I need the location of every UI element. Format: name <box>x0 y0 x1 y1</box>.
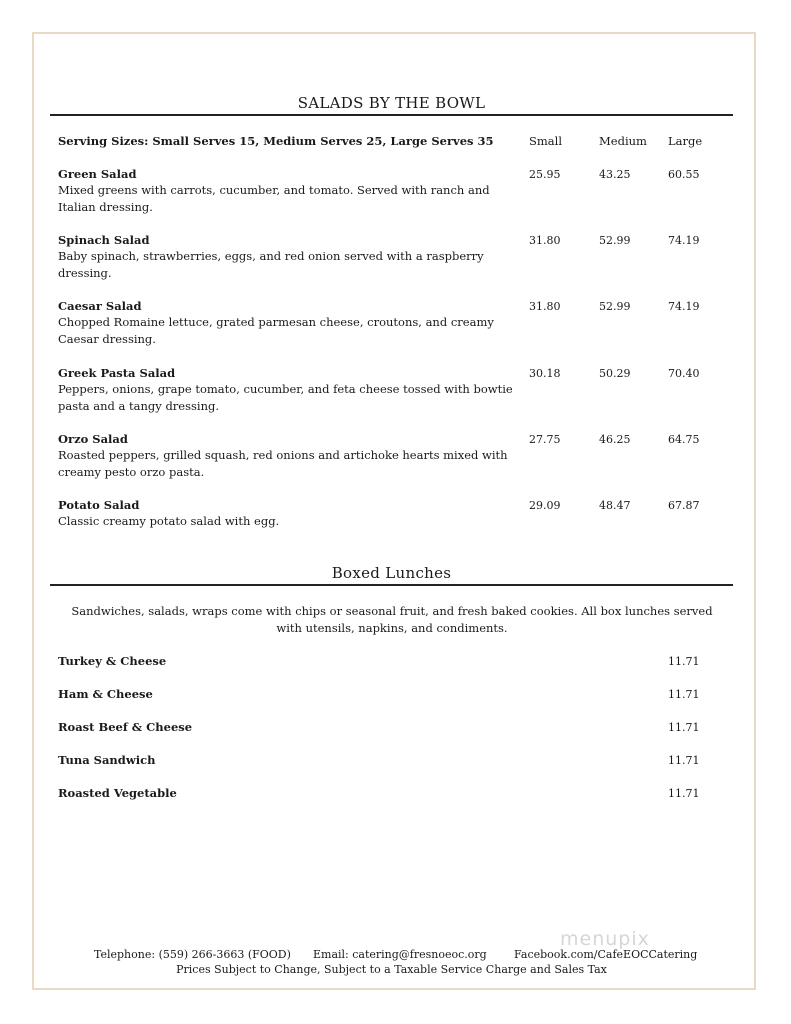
salad-description: Peppers, onions, grape tomato, cucumber, and feta cheese tossed with bowtie pasta and a tangy dressing. <box>58 382 513 413</box>
salad-item-caesar <box>58 298 528 347</box>
boxed-lunches-intro: Sandwiches, salads, wraps come with chips or seasonal fruit, and fresh baked cookies. All box lunches served with utensils, napkins, and condiments. <box>71 604 713 635</box>
boxed-lunches-heading: Boxed Lunches <box>331 564 452 582</box>
price-medium: 52.99 <box>599 234 631 247</box>
lunch-item-name: Ham & Cheese <box>58 687 153 701</box>
price-medium: 48.47 <box>599 499 631 512</box>
price-medium: 52.99 <box>599 300 631 313</box>
salad-item-green <box>58 166 528 215</box>
column-medium-header: Medium <box>599 134 647 148</box>
salad-name: Orzo Salad <box>58 432 128 446</box>
salad-description: Chopped Romaine lettuce, grated parmesan cheese, croutons, and creamy Caesar dressing. <box>58 315 494 346</box>
lunch-item-name: Roasted Vegetable <box>58 786 177 800</box>
salad-item-greek-pasta <box>58 365 528 414</box>
price-large: 60.55 <box>668 168 700 181</box>
salad-description: Roasted peppers, grilled squash, red onions and artichoke hearts mixed with creamy pesto orzo pasta. <box>58 448 508 479</box>
salad-item-spinach <box>58 232 528 281</box>
column-large-header: Large <box>668 134 703 148</box>
salad-name: Spinach Salad <box>58 233 150 247</box>
salad-description: Classic creamy potato salad with egg. <box>58 514 280 528</box>
lunch-item-name: Turkey & Cheese <box>58 654 167 668</box>
lunch-item-price: 11.71 <box>668 787 700 800</box>
serving-sizes-label: Serving Sizes: Small Serves 15, Medium Serves 25, Large Serves 35 <box>58 134 494 148</box>
price-medium: 50.29 <box>599 367 631 380</box>
price-small: 31.80 <box>529 234 561 247</box>
footer-disclaimer: Prices Subject to Change, Subject to a Taxable Service Charge and Sales Tax <box>176 963 607 976</box>
lunch-item-name: Roast Beef & Cheese <box>58 720 193 734</box>
salad-name: Caesar Salad <box>58 299 142 313</box>
salad-item-potato <box>58 497 528 530</box>
salad-description: Mixed greens with carrots, cucumber, and tomato. Served with ranch and Italian dressing. <box>58 183 490 214</box>
price-large: 74.19 <box>668 234 700 247</box>
price-medium: 46.25 <box>599 433 631 446</box>
salad-item-orzo <box>58 431 528 480</box>
price-large: 64.75 <box>668 433 700 446</box>
column-small-header: Small <box>529 134 562 148</box>
salad-name: Green Salad <box>58 167 137 181</box>
price-large: 70.40 <box>668 367 700 380</box>
menupix-watermark: menupix <box>560 928 650 950</box>
lunch-item-price: 11.71 <box>668 754 700 767</box>
salads-divider <box>50 114 733 116</box>
footer-facebook: Facebook.com/CafeEOCCatering <box>514 948 698 961</box>
lunch-item-price: 11.71 <box>668 688 700 701</box>
price-large: 67.87 <box>668 499 700 512</box>
price-small: 29.09 <box>529 499 561 512</box>
price-medium: 43.25 <box>599 168 631 181</box>
price-large: 74.19 <box>668 300 700 313</box>
lunch-item-name: Tuna Sandwich <box>58 753 156 767</box>
price-small: 31.80 <box>529 300 561 313</box>
salad-description: Baby spinach, strawberries, eggs, and red onion served with a raspberry dressing. <box>58 249 484 280</box>
price-small: 27.75 <box>529 433 561 446</box>
footer-email: Email: catering@fresnoeoc.org <box>313 948 487 961</box>
salad-name: Greek Pasta Salad <box>58 366 176 380</box>
lunch-item-price: 11.71 <box>668 655 700 668</box>
footer-telephone: Telephone: (559) 266-3663 (FOOD) <box>94 948 291 961</box>
salad-name: Potato Salad <box>58 498 140 512</box>
lunch-item-price: 11.71 <box>668 721 700 734</box>
boxed-divider <box>50 584 733 586</box>
salads-heading: SALADS BY THE BOWL <box>297 94 486 112</box>
price-small: 25.95 <box>529 168 561 181</box>
price-small: 30.18 <box>529 367 561 380</box>
